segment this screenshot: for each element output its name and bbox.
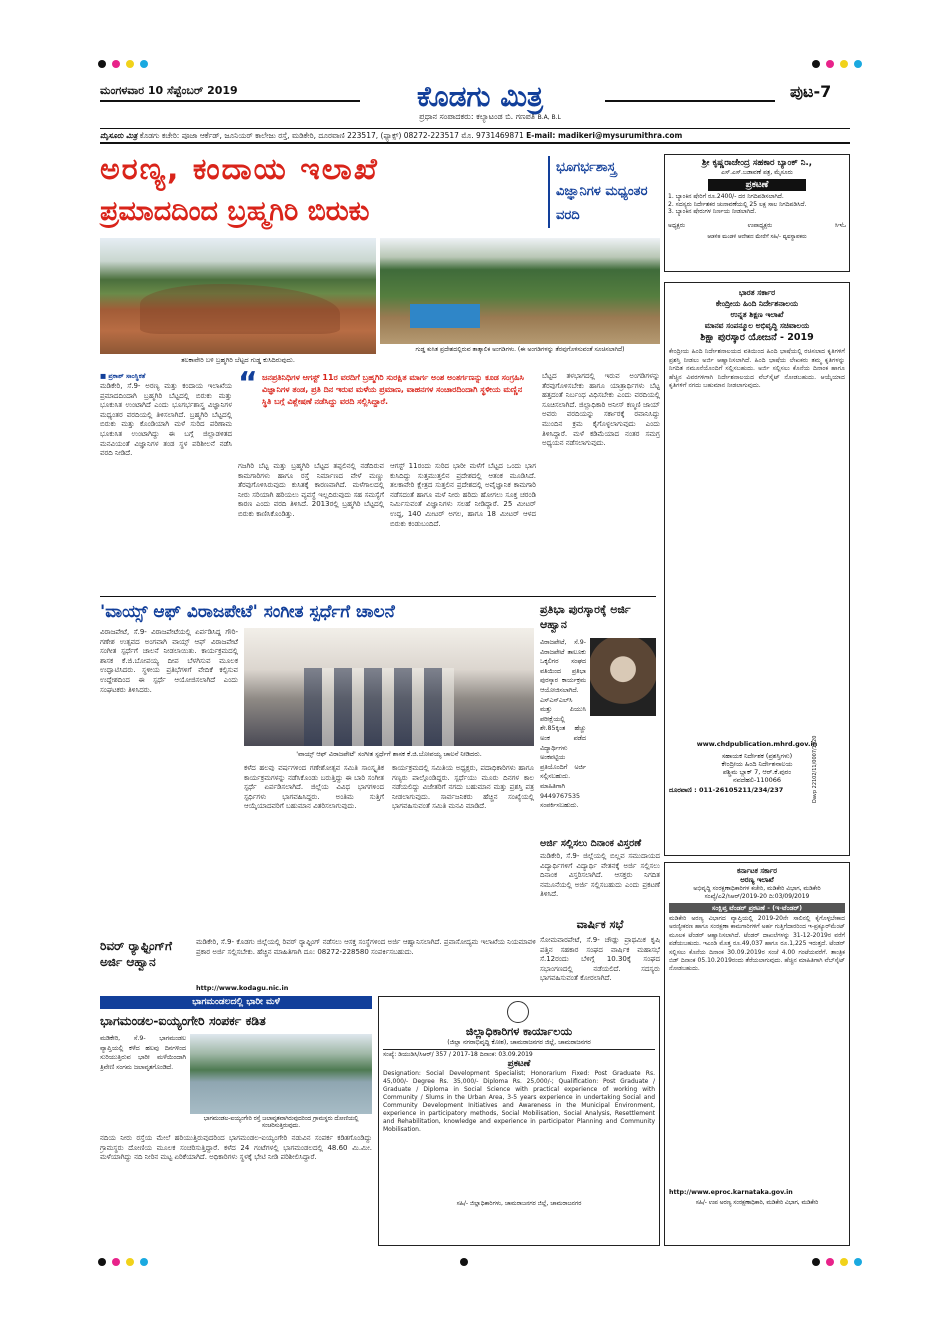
registration-mark [854,1258,862,1266]
registration-mark [140,1258,148,1266]
bank-title: ಶ್ರೀ ಕೃಷ್ಣರಾಜೇಂದ್ರ ಸಹಕಾರ ಬ್ಯಾಂಕ್ ನಿ., [702,158,812,168]
govt-office: ಕೇಂದ್ರೀಯ ಹಿಂದಿ ನಿರ್ದೇಶನಾಲಯ [721,760,793,768]
forest-line-4: ಸಂಖ್ಯೆ/ಎ2/ಸಿಆರ್/2019-20 ದಿ:03/09/2019 [704,893,810,900]
pratibha-headline: ಪ್ರತಿಭಾ ಪುರಸ್ಕಾರಕ್ಕೆ ಅರ್ಜಿ ಆಹ್ವಾನ [540,603,631,631]
registration-mark [840,60,848,68]
govt-line-1: ಭಾರತ ಸರ್ಕಾರ [738,288,776,297]
govt-davp-code: Davp 22102/11/0007/1920 [811,735,818,803]
govt-phone: ದೂರವಾಣಿ : 011-26105211/234/237 [669,786,784,794]
masthead-rule-left [100,100,360,102]
forest-line-5: ಸಂಕ್ಷಿಪ್ತ ಟೆಂಡರ್ ಪ್ರಕಟಣೆ - (ಇ-ಟೆಂಡರ್) [669,903,845,913]
bhagamandala-body-1: ಮಡಿಕೇರಿ, ಸೆ.9- ಭಾಗಮಂಡಲ ವ್ಯಾಪ್ತಿಯಲ್ಲಿ ಕಳೆದ ಹಲವು ದಿನಗಳಿಂದ ಸುರಿಯುತ್ತಿರುವ ಭಾರೀ ಮಳೆಯಿಂದಾಗಿ ತ್ರಿವೇಣಿ ಸಂಗಮ ಜಲಾವೃತಗೊಂಡಿದೆ. [100,1035,186,1071]
forest-line-2: ಅರಣ್ಯ ಇಲಾಖೆ [740,876,774,884]
virajpet-body-2: ಕಳೆದ ಹಲವು ವರ್ಷಗಳಿಂದ ಗಣೇಶೋತ್ಸವ ಸಮಿತಿ ಸಾಂಸ್ಕೃತಿಕ ಕಾರ್ಯಕ್ರಮಗಳನ್ನು ನಡೆಸಿಕೊಂಡು ಬರುತ್ತಿದ್ದು ಈ ಬಾರಿ ಸಂಗೀತ ಸ್ಪರ್ಧೆ ಏರ್ಪಡಿಸಲಾಗಿದೆ. ಜಿಲ್ಲೆಯ ವಿವಿಧ ಭಾಗಗಳಿಂದ ಸ್ಪರ್ಧಿಗಳು ಭಾಗವಹಿಸಿದ್ದರು. ಅಂತಿಮ ಸುತ್ತಿಗೆ ಆಯ್ಕೆಯಾದವರಿಗೆ ಬಹುಮಾನ ವಿತರಿಸಲಾಗುವುದು. [244,764,384,811]
govt-line-5: ಶಿಕ್ಷಾ ಪುರಸ್ಕಾರ ಯೋಜನೆ - 2019 [700,332,814,343]
editor-degree: B.A, B.L [537,114,561,121]
editor-line [360,112,620,122]
forest-line-3: ಅಭಿವೃದ್ಧಿ ಸಂರಕ್ಷಣಾಧಿಕಾರಿಗಳ ಕಚೇರಿ, ಮಡಿಕೇರಿ ವಿಭಾಗ, ಮಡಿಕೇರಿ [693,885,821,892]
shops-caption: ಗುಡ್ಡ ಕುಸಿತ ಪ್ರದೇಶದಲ್ಲಿರುವ ತಾತ್ಕಾಲಿಕ ಅಂಗಡಿಗಳು. (ಈ ಅಂಗಡಿಗಳನ್ನು ತೆರವುಗೊಳಿಸುವಂತೆ ಸೂಚಿಸಲಾಗಿದೆ) [415,346,625,353]
varshika-body: ಸೋಮವಾರಪೇಟೆ, ಸೆ.9- ಚೌಡ್ಲು ಪ್ರಾಥಮಿಕ ಕೃಷಿ ಪತ್ತಿನ ಸಹಕಾರ ಸಂಘದ ವಾರ್ಷಿಕ ಮಹಾಸಭೆ ಸೆ.12ರಂದು ಬೆಳಿಗ್ಗೆ 10.30ಕ್ಕೆ ಸಂಘದ ಸಭಾಂಗಣದಲ್ಲಿ ನಡೆಯಲಿದೆ. ಸದಸ್ಯರು ಭಾಗವಹಿಸುವಂತೆ ಕೋರಲಾಗಿದೆ. [540,936,660,983]
issue-date: ಮಂಗಳವಾರ 10 ಸೆಪ್ಟೆಂಬರ್ 2019 [100,84,238,97]
varshika-headline: ವಾರ್ಷಿಕ ಸಭೆ [576,918,624,931]
photo-hill-shadow [140,284,340,334]
govt-hindi-ad [664,282,850,856]
arji-date-body: ಮಡಿಕೇರಿ, ಸೆ.9- ಜಿಲ್ಲೆಯಲ್ಲಿ ಬಿಲ್ಲವ ಸಮುದಾಯದ ವಿದ್ಯಾರ್ಥಿಗಳಿಗೆ ವಿದ್ಯಾರ್ಥಿ ವೇತನಕ್ಕೆ ಅರ್ಜಿ ಸಲ್ಲಿಸಲು ದಿನಾಂಕ ವಿಸ್ತರಿಸಲಾಗಿದೆ. ಆಸಕ್ತರು ನಿಗದಿತ ನಮೂನೆಯಲ್ಲಿ ಅರ್ಜಿ ಸಲ್ಲಿಸಬಹುದು ಎಂದು ಪ್ರಕಟಣೆ ತಿಳಿಸಿದೆ. [540,852,660,899]
registration-mark [140,60,148,68]
bank-heading: ಪ್ರಕಟಣೆ [708,179,806,191]
govt-sign: ಸಹಾಯಕ ನಿರ್ದೇಶಕ (ಪ್ರಶಸ್ತಿಗಳು) [721,752,793,760]
bank-item-2: 2. ಸದಸ್ಯರು ನಿರ್ದೇಶಕರ ಚುನಾವಣೆಯಲ್ಲಿ 25 ಲಕ್ಷ ಸಾಲ ನಿಗದಿಪಡಿಸಿದೆ. [668,200,807,208]
bank-sign-2: ಉಪಾಧ್ಯಕ್ಷರು [747,221,773,229]
bhagamandala-body-2: ನದಿಯ ನೀರು ರಸ್ತೆಯ ಮೇಲೆ ಹರಿಯುತ್ತಿರುವುದರಿಂದ ಭಾಗಮಂಡಲ-ಐಯ್ಯಂಗೇರಿ ನಡುವಿನ ಸಂಪರ್ಕ ಕಡಿತಗೊಂಡಿದ್ದು ಗ್ರಾಮಸ್ಥರು ದೋಣಿಯ ಮೂಲಕ ಸಂಚರಿಸುತ್ತಿದ್ದಾರೆ. ಕಳೆದ 24 ಗಂಟೆಗಳಲ್ಲಿ ಭಾಗಮಂಡಲದಲ್ಲಿ 48.60 ಮಿ.ಮೀ. ಮಳೆಯಾಗಿದ್ದು ನದಿ ನೀರಿನ ಮಟ್ಟ ಏರಿಕೆಯಾಗಿದೆ. ಅಧಿಕಾರಿಗಳು ಸ್ಥಳಕ್ಕೆ ಭೇಟಿ ನೀಡಿ ಪರಿಶೀಲಿಸಿದ್ದಾರೆ. [100,1134,372,1162]
bank-item-3: 3. ಬ್ಯಾಂಕಿನ ಷೇರುಗಳ ನಿರ್ಣಯ ನೀಡಲಾಗಿದೆ. [668,208,757,215]
landslide-photo [100,238,376,354]
bhagamandala-kicker: ಭಾಗಮಂಡಲದಲ್ಲಿ ಭಾರೀ ಮಳೆ [100,996,372,1009]
newspaper-title: ಕೊಡಗು ಮಿತ್ರ [416,80,543,113]
collector-ad [378,996,660,1246]
brand-logo: ಮೈಸೂರು ಮಿತ್ರ [100,131,138,140]
collector-body: Designation: Social Development Specialist; Honorarium Fixed: Post Graduate Rs. 45,000/- Degree Rs. 35,000/- Diploma Rs. 25,000/-; Qualification: Post Graduate / Graduate / Diploma in Social Science with practical experience of working with Community / Slums in the Urban Area, 3-5 years experience in undertaking Social and Community Development Initiatives and Awareness in the Municipal Environment, experience in participatory methods, Social Mobilisation, Social Analysis, Resettlement and Rehabilitation, knowledge and experience in participator Planning and Community Mobilisation. [383,1070,655,1133]
registration-mark [98,1258,106,1266]
registration-mark [812,60,820,68]
forest-line-1: ಕರ್ನಾಟಕ ಸರ್ಕಾರ [737,867,777,875]
govt-line-4: ಮಾನವ ಸಂಪನ್ಮೂಲ ಅಭಿವೃದ್ಧಿ ಸಚಿವಾಲಯ [704,321,810,330]
lead-headline-1: ಅರಣ್ಯ, ಕಂದಾಯ ಇಲಾಖೆ [100,152,379,187]
govt-line-2: ಕೇಂದ್ರೀಯ ಹಿಂದಿ ನಿರ್ದೇಶನಾಲಯ [715,299,799,308]
pull-quote-mark: “ [238,366,258,401]
registration-mark [840,1258,848,1266]
forest-body: ಮಡಿಕೇರಿ ಅರಣ್ಯ ವಿಭಾಗದ ವ್ಯಾಪ್ತಿಯಲ್ಲಿ 2019-20ನೇ ಸಾಲಿನಲ್ಲಿ ಕೈಗೊಳ್ಳಬೇಕಾದ ಅರಣ್ಯೀಕರಣ ಹಾಗೂ ಸಂರಕ್ಷಣಾ ಕಾಮಗಾರಿಗಳಿಗೆ ಅರ್ಹ ಗುತ್ತಿಗೆದಾರರಿಂದ ಇ-ಪ್ರಕ್ಯೂರ್‌ಮೆಂಟ್ ಮೂಲಕ ಟೆಂಡರ್ ಆಹ್ವಾನಿಸಲಾಗಿದೆ. ಟೆಂಡರ್ ದಾಖಲೆಗಳನ್ನು 31-12-2019ರ ವರೆಗೆ ಪಡೆಯಬಹುದು. ಇಎಂಡಿ ಮೊತ್ತ ರೂ.49,037 ಹಾಗೂ ರೂ.1,225 ಇರುತ್ತದೆ. ಟೆಂಡರ್ ಸಲ್ಲಿಸಲು ಕೊನೆಯ ದಿನಾಂಕ 30.09.2019ರ ಸಂಜೆ 4.00 ಗಂಟೆಯವರೆಗೆ. ತಾಂತ್ರಿಕ ಬಿಡ್ ದಿನಾಂಕ 05.10.2019ರಂದು ತೆರೆಯಲಾಗುವುದು. ಹೆಚ್ಚಿನ ಮಾಹಿತಿಗಾಗಿ ವೆಬ್‌ಸೈಟ್ ನೋಡಬಹುದು. [669,915,845,973]
collector-subtitle: (ಜಿಲ್ಲಾ ನಗರಾಭಿವೃದ್ಧಿ ಕೋಶ), ಚಾಮರಾಜನಗರ ಜಿಲ್ಲೆ, ಚಾಮರಾಜನಗರ [447,1039,591,1046]
portrait-photo [590,638,656,716]
virajpet-body-3: ಕಾರ್ಯಕ್ರಮದಲ್ಲಿ ಸಮಿತಿಯ ಅಧ್ಯಕ್ಷರು, ಪದಾಧಿಕಾರಿಗಳು ಹಾಗೂ ಗಣ್ಯರು ಪಾಲ್ಗೊಂಡಿದ್ದರು. ಸ್ಪರ್ಧೆಯು ಮೂರು ದಿನಗಳ ಕಾಲ ನಡೆಯಲಿದ್ದು ವಿಜೇತರಿಗೆ ನಗದು ಬಹುಮಾನ ಮತ್ತು ಪ್ರಶಸ್ತಿ ಪತ್ರ ನೀಡಲಾಗುವುದು. ಸಾರ್ವಜನಿಕರು ಹೆಚ್ಚಿನ ಸಂಖ್ಯೆಯಲ್ಲಿ ಭಾಗವಹಿಸುವಂತೆ ಸಮಿತಿ ಮನವಿ ಮಾಡಿದೆ. [392,764,534,811]
office-bar [100,128,850,144]
collector-footer: ಸಹಿ/- ಜಿಲ್ಲಾಧಿಕಾರಿಗಳು, ಚಾಮರಾಜನಗರ ಜಿಲ್ಲೆ, ಚಾಮರಾಜನಗರ [456,1200,582,1207]
virajpet-caption: 'ವಾಯ್ಸ್ ಆಫ್ ವಿರಾಜಪೇಟೆ' ಸಂಗೀತ ಸ್ಪರ್ಧೆಗೆ ಶಾಸಕ ಕೆ.ಜಿ.ಬೋಪಯ್ಯ ಚಾಲನೆ ನೀಡಿದರು. [296,750,482,758]
registration-mark [112,1258,120,1266]
bank-footer: ಆಡಳಿತ ಮಂಡಳಿ ಆದೇಶದ ಮೇರೆಗೆ ಸಹಿ/- ವ್ಯವಸ್ಥಾಪಕರು [707,233,807,240]
govt-address: ಪಶ್ಚಿಮ ಬ್ಲಾಕ್ 7, ಆರ್.ಕೆ.ಪುರಂ [722,768,792,776]
office-address: ಕೊಡಗು ಕಚೇರಿ: ಪೂಜಾ ಆರ್ಕೆಡ್, ಜೂನಿಯರ್ ಕಾಲೇಜು ರಸ್ತೆ, ಮಡಿಕೇರಿ, ದೂರವಾಣಿ 223517, (ಫ್ಯಾಕ್ಸ್) 08272-223517 ಮೊ. 9731469871 [139,131,524,140]
email-address: E-mail: madikeri@mysurumithra.com [526,131,683,140]
govt-body: ಕೇಂದ್ರೀಯ ಹಿಂದಿ ನಿರ್ದೇಶನಾಲಯದ ವತಿಯಿಂದ ಹಿಂದಿ ಭಾಷೆಯಲ್ಲಿ ರಚಿಸಲಾದ ಕೃತಿಗಳಿಗೆ ಪ್ರಶಸ್ತಿ ನೀಡಲು ಅರ್ಜಿ ಆಹ್ವಾನಿಸಲಾಗಿದೆ. ಹಿಂದಿ ಭಾಷೆಯ ಲೇಖಕರು ತಮ್ಮ ಕೃತಿಗಳನ್ನು ನಿಗದಿತ ನಮೂನೆಯೊಂದಿಗೆ ಸಲ್ಲಿಸಬಹುದು. ಅರ್ಜಿ ಸಲ್ಲಿಸಲು ಕೊನೆಯ ದಿನಾಂಕ ಹಾಗೂ ಹೆಚ್ಚಿನ ವಿವರಗಳಿಗಾಗಿ ನಿರ್ದೇಶನಾಲಯದ ವೆಬ್‌ಸೈಟ್ ನೋಡಬಹುದು. ಆಯ್ಕೆಯಾದ ಕೃತಿಗಳಿಗೆ ನಗದು ಬಹುಮಾನ ನೀಡಲಾಗುವುದು. [669,348,845,390]
lead-body-col4: ಬೆಟ್ಟದ ತಳಭಾಗದಲ್ಲಿ ಇರುವ ಅಂಗಡಿಗಳನ್ನು ತೆರವುಗೊಳಿಸಬೇಕು ಹಾಗೂ ಯಾತ್ರಾರ್ಥಿಗಳು ಬೆಟ್ಟ ಹತ್ತದಂತೆ ನಿರ್ಬಂಧ ವಿಧಿಸಬೇಕು ಎಂದು ವರದಿಯಲ್ಲಿ ಸೂಚಿಸಲಾಗಿದೆ. ಜಿಲ್ಲಾಧಿಕಾರಿ ಅನೀಸ್ ಕಣ್ಮಣಿ ಜಾಯ್ ಅವರು ವರದಿಯನ್ನು ಸರ್ಕಾರಕ್ಕೆ ರವಾನಿಸಿದ್ದು ಮುಂದಿನ ಕ್ರಮ ಕೈಗೊಳ್ಳಲಾಗುವುದು ಎಂದು ತಿಳಿಸಿದ್ದಾರೆ. ಮಳೆ ಕಡಿಮೆಯಾದ ನಂತರ ಸಮಗ್ರ ಅಧ್ಯಯನ ನಡೆಸಲಾಗುವುದು. [542,372,660,448]
bank-sign-3: ಸಿಇಓ [834,221,846,229]
lead-sidebar-kicker: ಭೂಗರ್ಭಶಾಸ್ತ್ರ ವಿಜ್ಞಾನಿಗಳ ಮಧ್ಯಂತರ ವರದಿ [548,156,648,228]
river-headline: ರಿವರ್ ರ‍್ಯಾಫ್ಟಿಂಗ್‌ಗೆ ಅರ್ಜಿ ಆಹ್ವಾನ [100,939,172,969]
registration-mark [812,1258,820,1266]
shop-huts [410,304,480,328]
registration-mark [826,1258,834,1266]
registration-mark [826,60,834,68]
lead-headline-2: ಪ್ರಮಾದದಿಂದ ಬ್ರಹ್ಮಗಿರಿ ಬಿರುಕು [100,196,370,227]
editor-name: ಪ್ರಧಾನ ಸಂಪಾದಕರು: ಕಲ್ಯಾಟಂಡ ಬಿ. ಗಣಪತಿ [419,112,536,121]
bank-ad [664,154,850,272]
bhagamandala-headline: ಭಾಗಮಂಡಲ-ಐಯ್ಯಂಗೇರಿ ಸಂಪರ್ಕ ಕಡಿತ [100,1013,266,1028]
bank-signatures [668,222,846,230]
registration-mark [460,1258,468,1266]
bank-sign-1: ಅಧ್ಯಕ್ಷರು [668,221,685,229]
river-website: http://www.kodagu.nic.in [196,984,289,992]
bank-subtitle: ಎಸ್.ಎಸ್.ಬಡಾವಣೆ ಪತ್ರ, ಮೈಸೂರು [721,169,793,176]
bank-item-1: 1. ಬ್ಯಾಂಕಿನ ಷೇರಿಗೆ ರೂ.2400/- ದರ ನಿಗದಿಪಡಿಸಲಾಗಿದೆ. [668,193,784,200]
registration-mark [126,1258,134,1266]
shops-photo [380,238,660,344]
registration-mark [854,60,862,68]
lead-body-col3: ಆಗಸ್ಟ್ 11ರಂದು ಸುರಿದ ಭಾರೀ ಮಳೆಗೆ ಬೆಟ್ಟದ ಒಂದು ಭಾಗ ಕುಸಿದಿದ್ದು ಸುತ್ತಮುತ್ತಲಿನ ಪ್ರದೇಶದಲ್ಲಿ ಆತಂಕ ಮೂಡಿಸಿದೆ. ತಲಕಾವೇರಿ ಕ್ಷೇತ್ರದ ಸುತ್ತಲಿನ ಪ್ರದೇಶದಲ್ಲಿ ಅವೈಜ್ಞಾನಿಕ ಕಾಮಗಾರಿ ನಡೆಸದಂತೆ ಹಾಗೂ ಮಳೆ ನೀರು ಹರಿದು ಹೋಗಲು ಸೂಕ್ತ ಚರಂಡಿ ನಿರ್ಮಿಸುವಂತೆ ವಿಜ್ಞಾನಿಗಳು ಸಲಹೆ ನೀಡಿದ್ದಾರೆ. 25 ಮೀಟರ್ ಉದ್ದ, 140 ಮೀಟರ್ ಅಗಲ, ಹಾಗೂ 18 ಮೀಟರ್ ಆಳದ ಬಿರುಕು ಕಂಡುಬಂದಿದೆ. [390,462,536,528]
emblem-icon [507,1001,529,1023]
section-rule [100,596,656,597]
arji-date-headline: ಅರ್ಜಿ ಸಲ್ಲಿಸಲು ದಿನಾಂಕ ವಿಸ್ತರಣೆ [540,838,642,849]
registration-mark [126,60,134,68]
flood-photo [190,1034,372,1114]
forest-website: http://www.eproc.karnataka.gov.in [669,1189,793,1196]
govt-website: www.chdpublication.mhrd.gov.in [696,740,818,748]
forest-tender-ad [664,862,850,1246]
page-number: ಪುಟ-7 [790,82,832,101]
govt-city: ನವದೆಹಲಿ-110066 [732,776,782,784]
lead-body-col2: ಗಜಗಿರಿ ಬೆಟ್ಟ ಮತ್ತು ಬ್ರಹ್ಮಗಿರಿ ಬೆಟ್ಟದ ತಪ್ಪಲಿನಲ್ಲಿ ನಡೆದಿರುವ ಕಾಮಗಾರಿಗಳು ಹಾಗೂ ರಸ್ತೆ ನಿರ್ಮಾಣದ ವೇಳೆ ಮಣ್ಣು ತೆರವುಗೊಳಿಸಿರುವುದು ಕುಸಿತಕ್ಕೆ ಕಾರಣವಾಗಿದೆ. ಮಳೆಗಾಲದಲ್ಲಿ ನೀರು ಸರಿಯಾಗಿ ಹರಿಯಲು ವ್ಯವಸ್ಥೆ ಇಲ್ಲದಿರುವುದು ಸಹ ಸಮಸ್ಯೆಗೆ ಕಾರಣ ಎಂದು ವರದಿ ತಿಳಿಸಿದೆ. 2013ರಲ್ಲಿ ಬ್ರಹ್ಮಗಿರಿ ಬೆಟ್ಟದಲ್ಲಿ ಬಿರುಕು ಕಾಣಿಸಿಕೊಂಡಿತ್ತು. [238,462,384,518]
pratibha-body: ವಿರಾಜಪೇಟೆ, ಸೆ.9- ವಿರಾಜಪೇಟೆ ತಾಲೂಕು ಒಕ್ಕಲಿಗರ ಸಂಘದ ವತಿಯಿಂದ ಪ್ರತಿಭಾ ಪುರಸ್ಕಾರ ಕಾರ್ಯಕ್ರಮ ಆಯೋಜಿಸಲಾಗಿದೆ. ಎಸ್‌ಎಸ್‌ಎಲ್‌ಸಿ ಮತ್ತು ಪಿಯುಸಿ ಪರೀಕ್ಷೆಯಲ್ಲಿ ಶೇ.85ಕ್ಕಿಂತ ಹೆಚ್ಚು ಅಂಕ ಪಡೆದ ವಿದ್ಯಾರ್ಥಿಗಳು ಅಂಕಪಟ್ಟಿಯ ಪ್ರತಿಯೊಂದಿಗೆ ಅರ್ಜಿ ಸಲ್ಲಿಸಬಹುದು. ಮಾಹಿತಿಗಾಗಿ 9449767535 ಸಂಪರ್ಕಿಸಬಹುದು. [540,639,586,810]
masthead [100,80,850,122]
people-silhouettes [304,668,454,746]
river-body: ಮಡಿಕೇರಿ, ಸೆ.9- ಕೊಡಗು ಜಿಲ್ಲೆಯಲ್ಲಿ ರಿವರ್ ರ‍್ಯಾಫ್ಟಿಂಗ್ ನಡೆಸಲು ಆಸಕ್ತ ಸಂಸ್ಥೆಗಳಿಂದ ಅರ್ಜಿ ಆಹ್ವಾನಿಸಲಾಗಿದೆ. ಪ್ರವಾಸೋದ್ಯಮ ಇಲಾಖೆಯ ನಿಯಮಾವಳಿ ಪ್ರಕಾರ ಅರ್ಜಿ ಸಲ್ಲಿಸಬೇಕು. ಹೆಚ್ಚಿನ ಮಾಹಿತಿಗಾಗಿ ದೂ: 08272-228580 ಸಂಪರ್ಕಿಸಬಹುದು. [196,938,536,956]
lead-body-col1: ಮಡಿಕೇರಿ, ಸೆ.9- ಅರಣ್ಯ ಮತ್ತು ಕಂದಾಯ ಇಲಾಖೆಯ ಪ್ರಮಾದದಿಂದಾಗಿ ಬ್ರಹ್ಮಗಿರಿ ಬೆಟ್ಟದಲ್ಲಿ ಬಿರುಕು ಮತ್ತು ಭೂಕುಸಿತ ಉಂಟಾಗಿದೆ ಎಂದು ಭೂಗರ್ಭಶಾಸ್ತ್ರ ವಿಜ್ಞಾನಿಗಳ ಮಧ್ಯಂತರ ವರದಿಯಲ್ಲಿ ತಿಳಿಸಲಾಗಿದೆ. ಬ್ರಹ್ಮಗಿರಿ ಬೆಟ್ಟದಲ್ಲಿ ಬಿರುಕು ಮತ್ತು ಕೊಂಡಿಯಾಗಿ ಮಳೆ ಸುರಿದ ಪರಿಣಾಮ ಭೂಕುಸಿತ ಉಂಟಾಗಿದ್ದು ಈ ಬಗ್ಗೆ ಜಿಲ್ಲಾಡಳಿತದ ಮನವಿಯಂತೆ ವಿಜ್ಞಾನಿಗಳ ತಂಡ ಸ್ಥಳ ಪರಿಶೀಲನೆ ನಡೆಸಿ ವರದಿ ನೀಡಿದೆ. [100,382,232,458]
collector-title: ಜಿಲ್ಲಾಧಿಕಾರಿಗಳ ಕಾರ್ಯಾಲಯ [465,1025,573,1038]
forest-footer: ಸಹಿ/- ಉಪ ಅರಣ್ಯ ಸಂರಕ್ಷಣಾಧಿಕಾರಿ, ಮಡಿಕೇರಿ ವಿಭಾಗ, ಮಡಿಕೇರಿ [695,1200,819,1206]
lead-byline: ■ ಪ್ರಕಾಶ್ ಸಾಂಸ್ಥಿಕತೆ [100,372,146,380]
collector-heading: ಪ್ರಕಟಣೆ [507,1059,531,1069]
virajpet-photo [244,628,534,746]
landslide-caption: ತಲಕಾವೇರಿ ಬಳಿ ಬ್ರಹ್ಮಗಿರಿ ಬೆಟ್ಟದ ಗುಡ್ಡ ಕುಸಿದಿರುವುದು. [181,356,295,364]
registration-mark [112,60,120,68]
virajpet-headline: 'ವಾಯ್ಸ್ ಆಫ್ ವಿರಾಜಪೇಟೆ' ಸಂಗೀತ ಸ್ಪರ್ಧೆಗೆ ಚಾಲನೆ [100,602,395,622]
masthead-rule-right [605,100,775,102]
virajpet-body-1: ವಿರಾಜಪೇಟೆ, ಸೆ.9- ವಿರಾಜಪೇಟೆಯಲ್ಲಿ ಏರ್ಪಡಿಸಿದ್ದ ಗೌರಿ-ಗಣೇಶ ಉತ್ಸವದ ಅಂಗವಾಗಿ ವಾಯ್ಸ್ ಆಫ್ ವಿರಾಜಪೇಟೆ ಸಂಗೀತ ಸ್ಪರ್ಧೆಗೆ ಚಾಲನೆ ನೀಡಲಾಯಿತು. ಕಾರ್ಯಕ್ರಮದಲ್ಲಿ ಶಾಸಕ ಕೆ.ಜಿ.ಬೋಪಯ್ಯ ದೀಪ ಬೆಳಗಿಸುವ ಮೂಲಕ ಉದ್ಘಾಟಿಸಿದರು. ಸ್ಥಳೀಯ ಪ್ರತಿಭೆಗಳಿಗೆ ವೇದಿಕೆ ಕಲ್ಪಿಸುವ ಉದ್ದೇಶದಿಂದ ಈ ಸ್ಪರ್ಧೆ ಆಯೋಜಿಸಲಾಗಿದೆ ಎಂದು ಸಂಘಟಕರು ತಿಳಿಸಿದರು. [100,628,238,694]
pull-quote-text: ಜನಪ್ರತಿನಿಧಿಗಳ ಆಗಸ್ಟ್ 11ರ ವರದಿಗೆ ಬ್ರಹ್ಮಗಿರಿ ಸುರಕ್ಷಿತ ಮಾರ್ಗ ಅಂಶ ಅಂತರ್ಗಣನ್ನು ಕೂಡ ಸಂಗ್ರಹಿಸಿ ವಿಜ್ಞಾನಿಗಳ ತಂಡ, ಪ್ರತಿ ದಿನ ಇರುವ ಮಳೆಯ ಪ್ರಮಾಣ, ವಾಹನಗಳ ಸಂಚಾರದಿಂದಾಗಿ ಸ್ಥಳೀಯ ಮಣ್ಣಿನ ಸ್ಥಿತಿ ಬಗ್ಗೆ ವಿಶ್ಲೇಷಣೆ ನಡೆಸಿದ್ದು ವರದಿ ಸಲ್ಲಿಸಿದ್ದಾರೆ. [262,373,524,406]
pull-quote-box [238,366,536,458]
govt-line-3: ಉನ್ನತ ಶಿಕ್ಷಣ ಇಲಾಖೆ [730,310,784,319]
collector-ref: ಸಂಖ್ಯೆ: ಡಿಯುಡಿಸಿ/ಸಿಆರ್/ 357 / 2017-18 ದಿನಾಂಕ: 03.09.2019 [383,1049,655,1059]
flood-caption: ಭಾಗಮಂಡಲ-ಐಯ್ಯಂಗೇರಿ ರಸ್ತೆ ಜಲಾವೃತವಾಗಿರುವುದರಿಂದ ಗ್ರಾಮಸ್ಥರು ದೋಣಿಯಲ್ಲಿ ಸಂಚರಿಸುತ್ತಿರುವುದು. [203,1116,359,1129]
registration-mark [98,60,106,68]
